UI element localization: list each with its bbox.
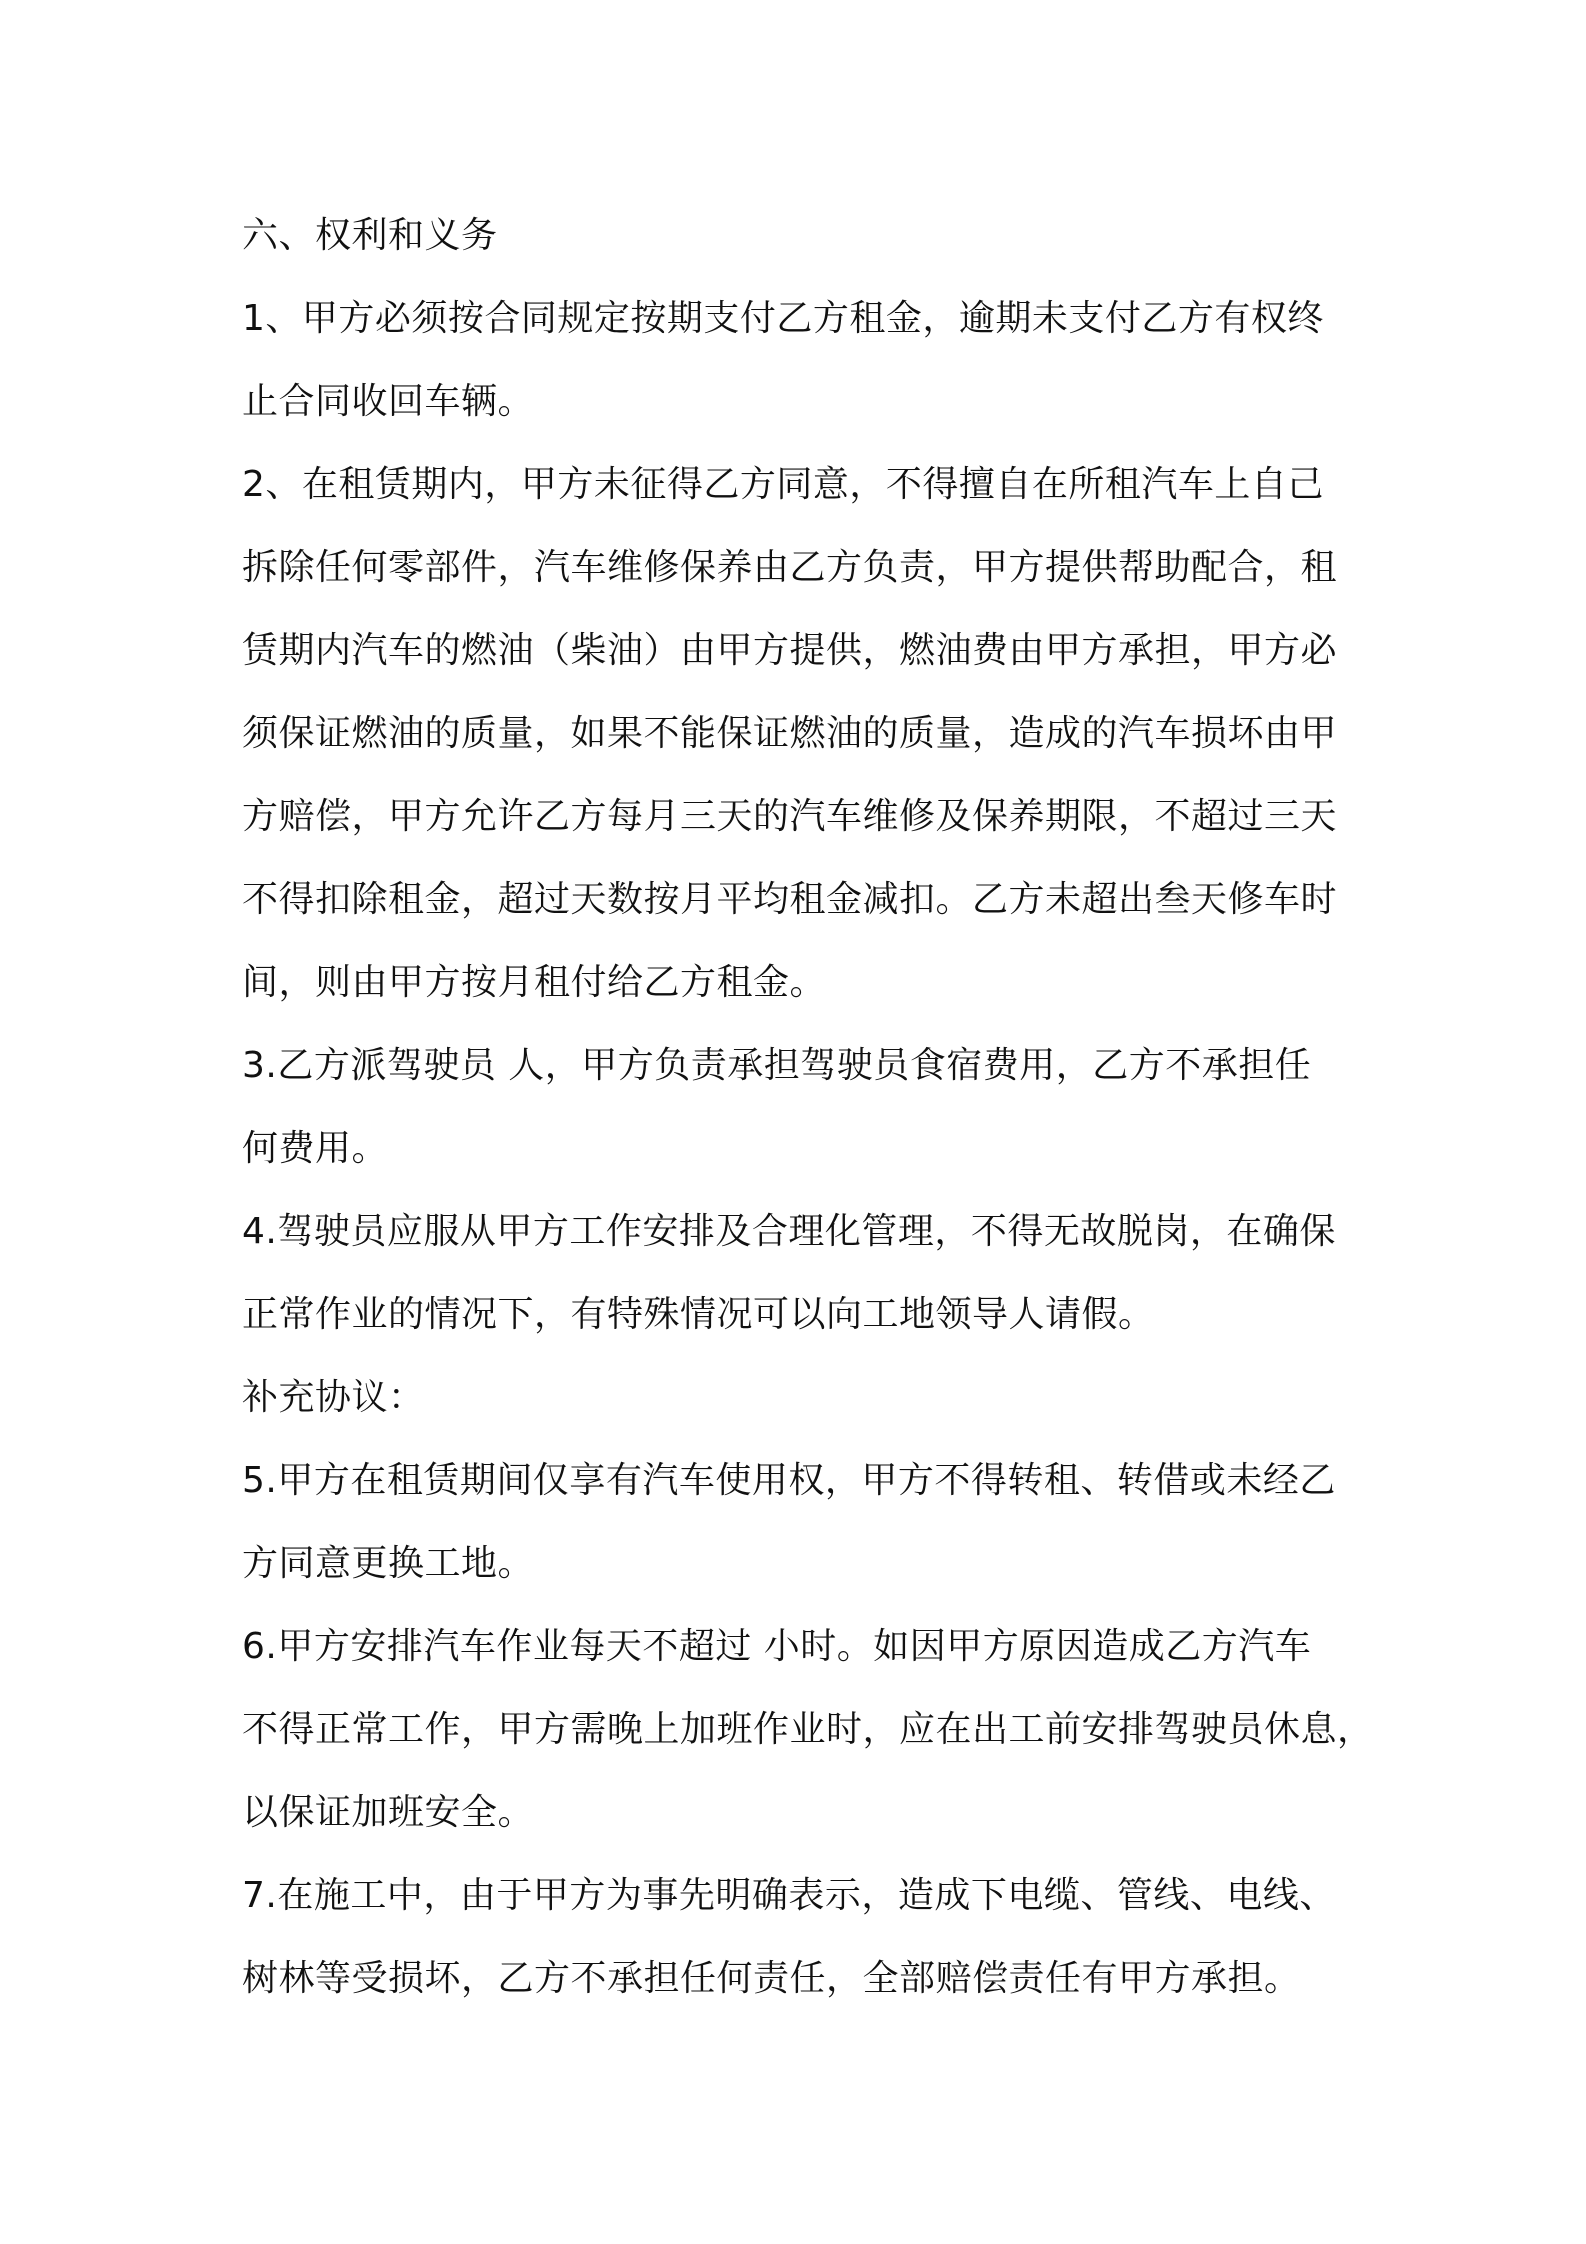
clause-2-line-7: 间，则由甲方按月租付给乙方租金。: [242, 962, 827, 1003]
clause-5-line-2: 方同意更换工地。: [242, 1543, 535, 1584]
clause-2-line-2: 拆除任何零部件，汽车维修保养由乙方负责，甲方提供帮助配合，租: [242, 547, 1338, 588]
clause-2-line-6: 不得扣除租金，超过天数按月平均租金减扣。乙方未超出叁天修车时: [242, 879, 1338, 920]
clause-7-line-1: 7.在施工中，由于甲方为事先明确表示，造成下电缆、管线、电线、: [242, 1875, 1336, 1916]
clause-2-line-1: 2、在租赁期内，甲方未征得乙方同意，不得擅自在所租汽车上自己: [242, 464, 1324, 505]
clause-4-line-1: 4.驾驶员应服从甲方工作安排及合理化管理，不得无故脱岗，在确保: [242, 1211, 1336, 1252]
clause-1-line-2: 止合同收回车辆。: [242, 381, 535, 422]
clause-5-line-1: 5.甲方在租赁期间仅享有汽车使用权，甲方不得转租、转借或未经乙: [242, 1460, 1336, 1501]
clause-3-line-1: 3.乙方派驾驶员 人，甲方负责承担驾驶员食宿费用，乙方不承担任: [242, 1045, 1312, 1086]
document-body: [242, 194, 1374, 2020]
clause-4-line-2: 正常作业的情况下，有特殊情况可以向工地领导人请假。: [242, 1294, 1155, 1335]
clause-6-line-2: 不得正常工作，甲方需晚上加班作业时，应在出工前安排驾驶员休息，: [242, 1709, 1374, 1750]
clause-2-line-4: 须保证燃油的质量，如果不能保证燃油的质量，造成的汽车损坏由甲: [242, 713, 1338, 754]
clause-3-line-2: 何费用。: [242, 1128, 389, 1169]
supplement-heading: 补充协议：: [242, 1377, 425, 1418]
clause-2-line-3: 赁期内汽车的燃油（柴油）由甲方提供，燃油费由甲方承担，甲方必: [242, 630, 1338, 671]
clause-7-line-2: 树林等受损坏，乙方不承担任何责任，全部赔偿责任有甲方承担。: [242, 1958, 1301, 1999]
clause-6-line-3: 以保证加班安全。: [242, 1792, 535, 1833]
clause-2-line-5: 方赔偿，甲方允许乙方每月三天的汽车维修及保养期限，不超过三天: [242, 796, 1338, 837]
clause-1-line-1: 1、甲方必须按合同规定按期支付乙方租金，逾期未支付乙方有权终: [242, 298, 1324, 339]
clause-6-line-1: 6.甲方安排汽车作业每天不超过 小时。如因甲方原因造成乙方汽车: [242, 1626, 1312, 1667]
section-heading: 六、权利和义务: [242, 215, 498, 256]
